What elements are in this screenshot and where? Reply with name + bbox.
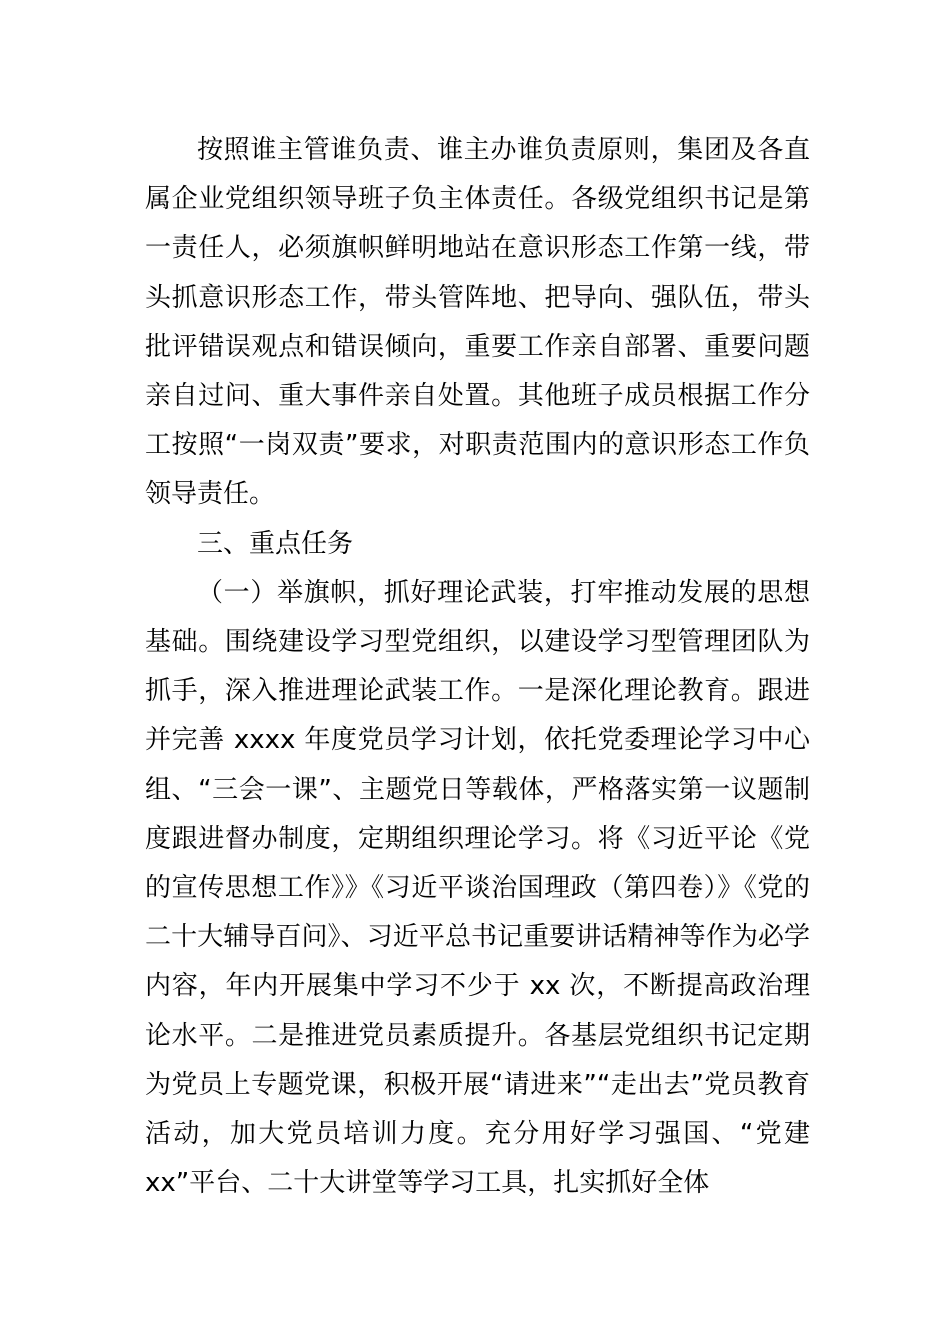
paragraph-theory-armament: （一）举旗帜，抓好理论武装，打牢推动发展的思想基础。围绕建设学习型党组织，以建设学习型管理团队为抓手，深入推进理论武装工作。一是深化理论教育。跟进并完善 xxxx 年度党员学习计划，依托党委理论学习中心组、“三会一课”、主题党日等载体，严格落实第一议题制度跟进督办制度，定期组织理论学习。将《习近平论《党的宣传思想工作》》《习近平谈治国理政（第四卷）》《党的二十大辅导百问》、习近平总书记重要讲话精神等作为必学内容，年内开展集中学习不少于 xx 次，不断提高政治理论水平。二是推进党员素质提升。各基层党组织书记定期为党员上专题党课，积极开展“请进来”“走出去”党员教育活动，加大党员培训力度。充分用好学习强国、“党建 xx”平台、二十大讲堂等学习工具，扎实抓好全体 <box>145 577 810 1199</box>
paragraph-responsibility: 按照谁主管谁负责、谁主办谁负责原则，集团及各直属企业党组织领导班子负主体责任。各级党组织书记是第一责任人，必须旗帜鲜明地站在意识形态工作第一线，带头抓意识形态工作，带头管阵地、把导向、强队伍，带头批评错误观点和错误倾向，重要工作亲自部署、重要问题亲自过问、重大事件亲自处置。其他班子成员根据工作分工按照“一岗双责”要求，对职责范围内的意识形态工作负领导责任。 <box>145 135 810 510</box>
document-body <box>145 126 810 1208</box>
section-heading-key-tasks: 三、重点任务 <box>197 528 354 559</box>
